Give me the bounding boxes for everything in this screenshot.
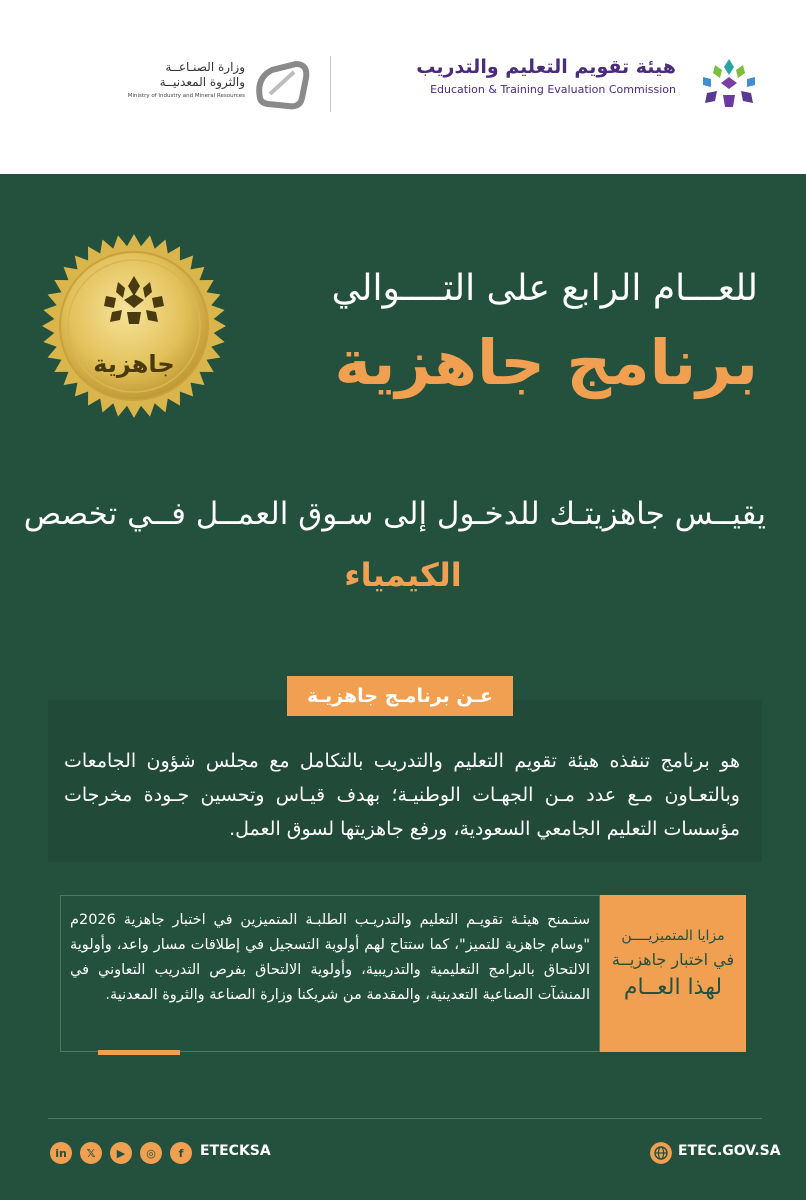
website-link[interactable]: ETEC.GOV.SA (678, 1143, 781, 1159)
social-handle[interactable]: ETECKSA (200, 1143, 271, 1159)
hero-title: برنامج جاهزية (334, 326, 758, 399)
measure-text: يقيــس جاهزيتـك للدخـول إلى سـوق العمــل فــي تخصص (23, 496, 766, 532)
facebook-icon[interactable]: f (170, 1142, 192, 1164)
etec-name-en: Education & Training Evaluation Commission (430, 83, 676, 96)
x-icon[interactable]: 𝕏 (80, 1142, 102, 1164)
benefits-label (600, 895, 746, 1052)
seal-label: جاهزية (93, 350, 175, 378)
ministry-logo-icon (252, 58, 312, 112)
ministry-name-ar-1: وزارة الصنـاعــة (165, 60, 245, 74)
about-text: هو برنامج تنفذه هيئة تقويم التعليم والتدريب بالتكامل مع مجلس شؤون الجامعات وبالتعـاون مـع عدد مـن الجهـات الوطنيـة؛ بهدف قيـاس وتحسين جـودة مخرجات مؤسسات التعليم الجامعي السعودية، ورفع جاهزيتها لسوق العمل. (64, 750, 740, 840)
linkedin-icon[interactable]: in (50, 1142, 72, 1164)
instagram-icon[interactable]: ◎ (140, 1142, 162, 1164)
etec-name-ar: هيئة تقويم التعليم والتدريب (416, 56, 676, 78)
social-links (50, 1142, 192, 1164)
jahzia-seal-icon (40, 232, 228, 420)
benefits-label-3: لهذا العــام (623, 975, 723, 1000)
etec-logo-icon (692, 55, 766, 113)
benefits-text: ستـمنح هيئـة تقويـم التعليم والتدريـب الطلبـة المتميزين في اختبار جاهزية 2026م "وسام جاهزية للتميز"، كما ستتاح لهم أولوية التسجيل في إطلاقات مسار واعد، وأولوية الالتحاق بالبرامج التعليمية والتدريبية، وأولوية الالتحاق بفرص التدريب التعاوني في المنشآت الصناعية التعدينية، والمقدمة من شريكنا وزارة الصناعة والثروة المعدنية. (70, 912, 590, 1003)
accent-underline (98, 1050, 180, 1055)
header-bar (0, 0, 806, 174)
ministry-name-ar-2: والثروة المعدنيــة (159, 75, 245, 89)
benefits-label-1: مزايا المتميزيــــن (621, 928, 725, 944)
ministry-name-en: Ministry of Industry and Mineral Resources (127, 93, 245, 99)
benefits-label-2: في اختبار جاهزيــة (611, 950, 735, 969)
about-badge: عـن برنامـج جاهزيـة (287, 676, 513, 716)
globe-icon (650, 1142, 672, 1164)
subject-name: الكيمياء (344, 556, 462, 594)
ministry-brand (115, 60, 245, 99)
etec-brand (416, 55, 676, 115)
footer-divider (48, 1118, 762, 1119)
youtube-icon[interactable]: ▶ (110, 1142, 132, 1164)
header-divider (330, 56, 331, 112)
hero-subtitle: للعـــام الرابع على التــــوالي (331, 268, 758, 309)
